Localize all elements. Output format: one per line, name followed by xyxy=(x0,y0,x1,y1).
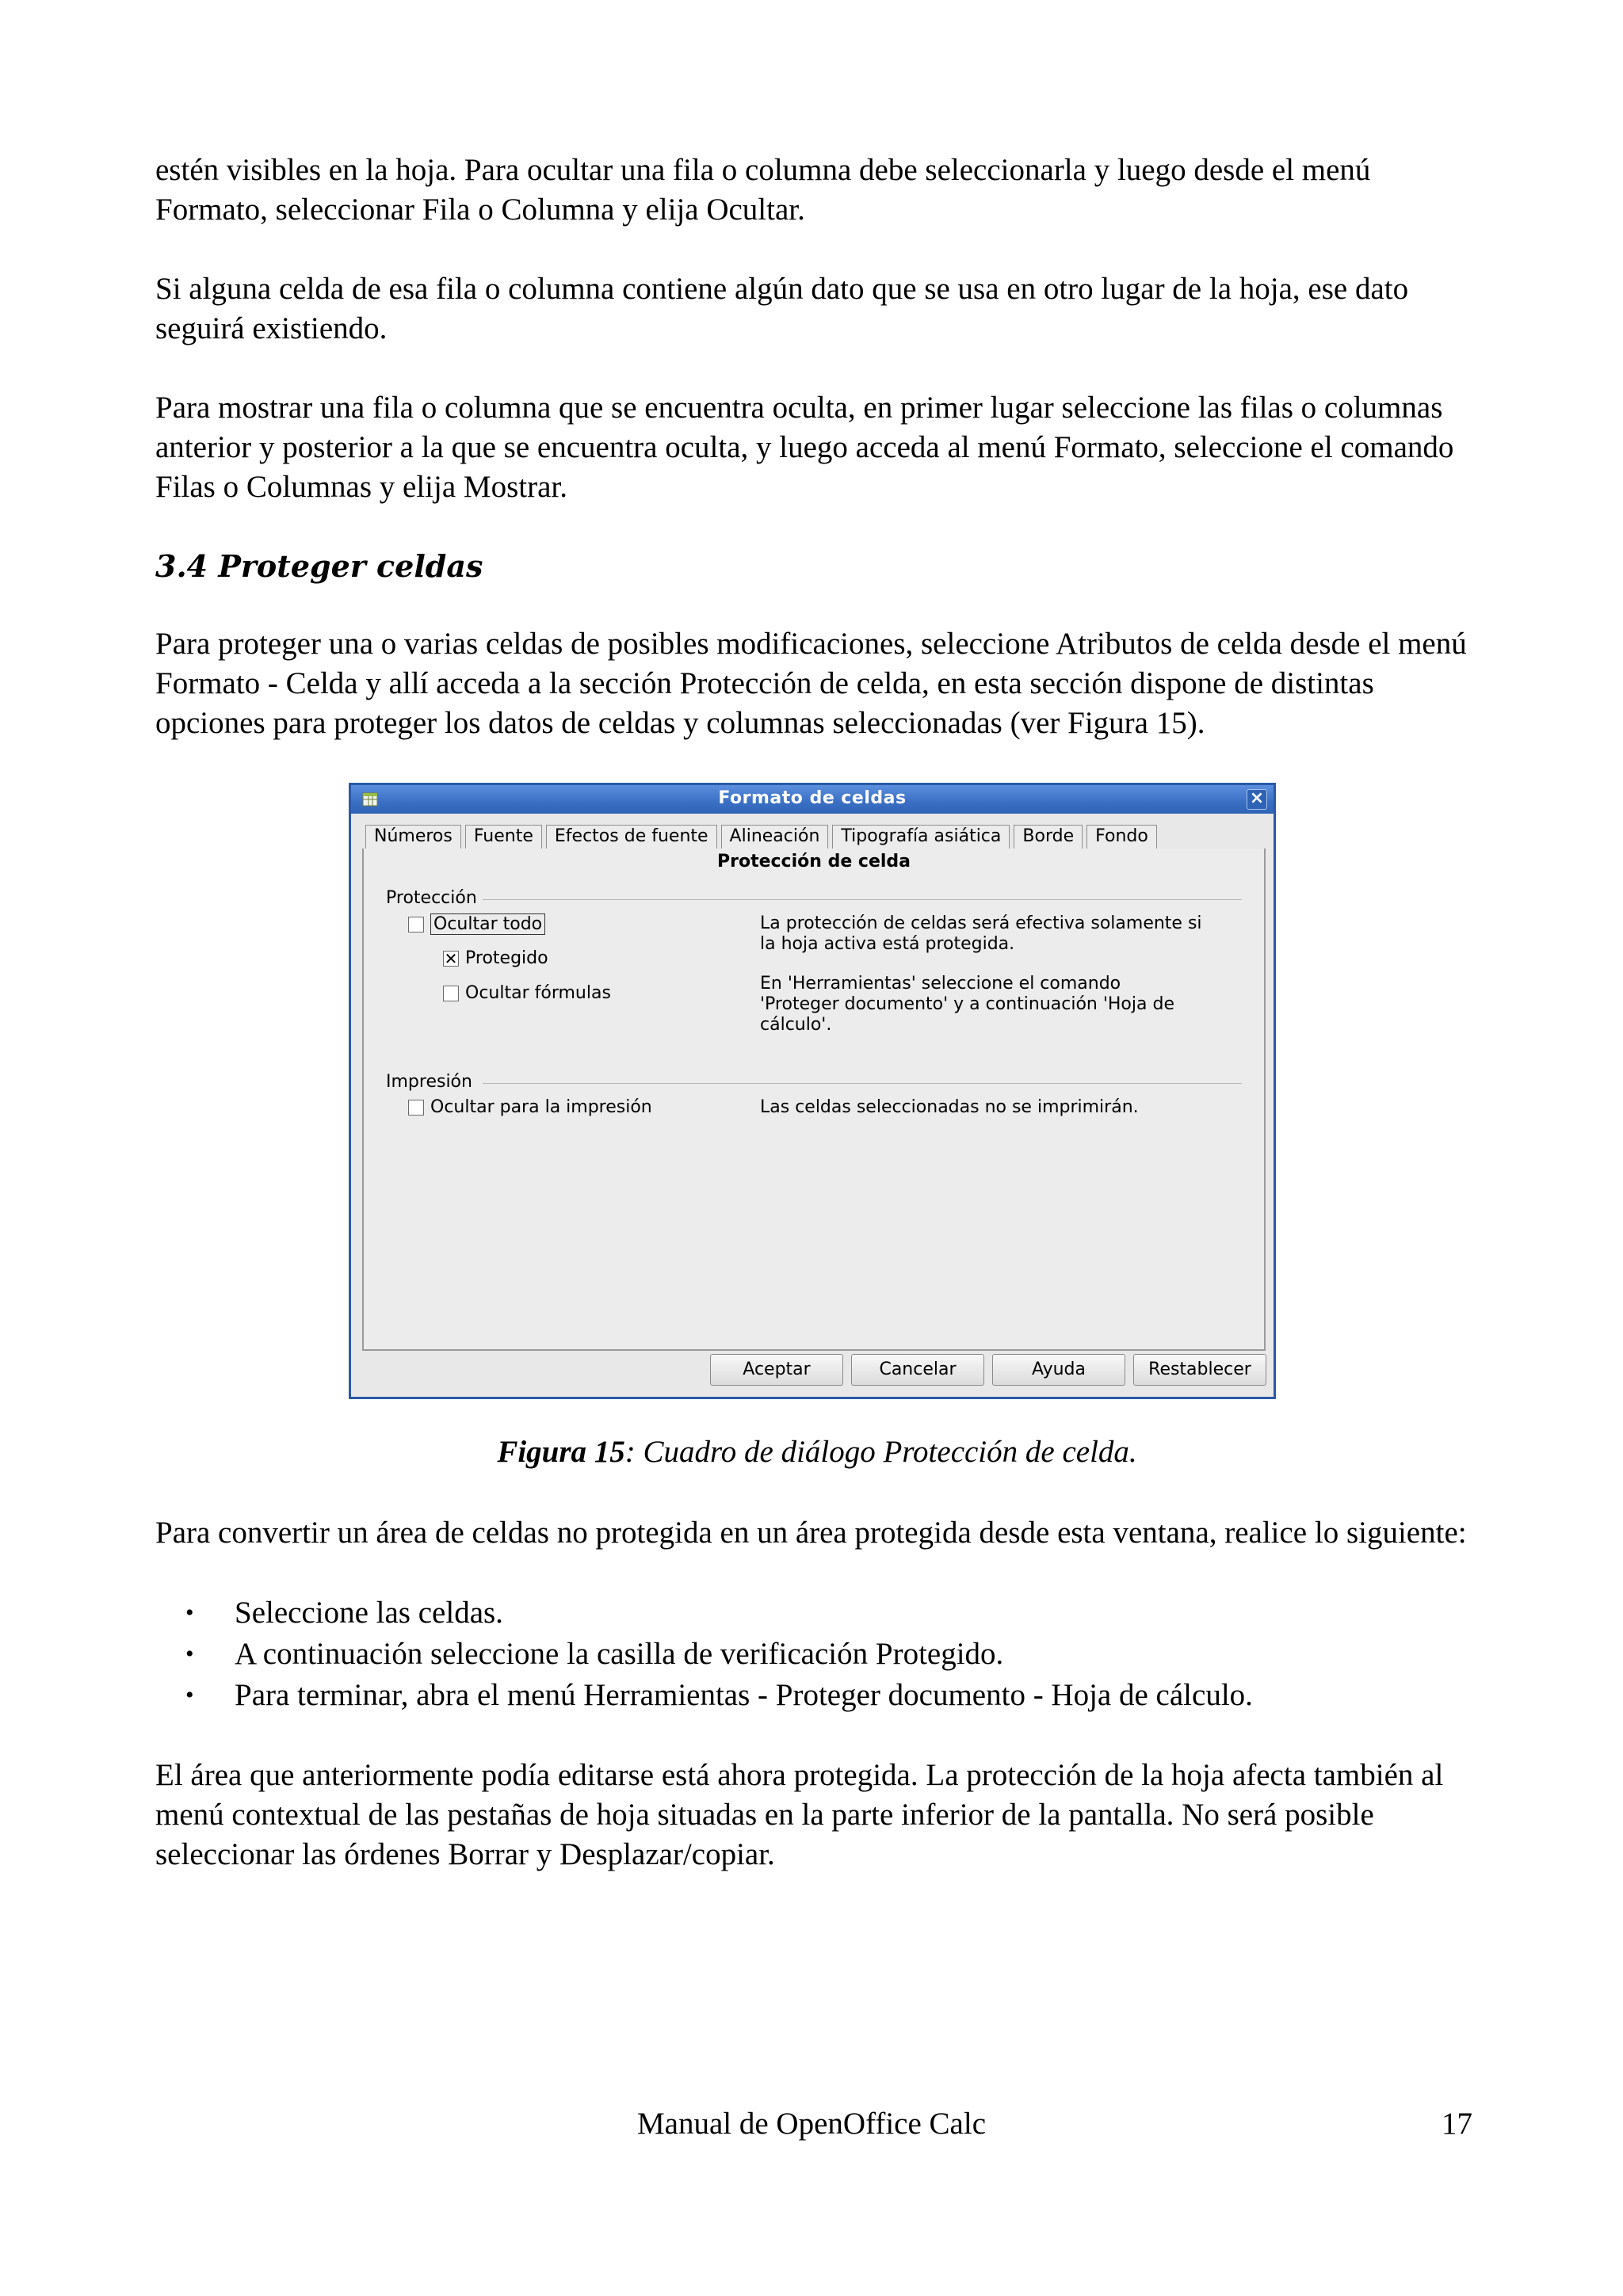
panel-heading: Protección de celda xyxy=(716,852,911,871)
cancel-button[interactable]: Cancelar xyxy=(851,1354,984,1386)
footer-title: Manual de OpenOffice Calc xyxy=(636,2107,987,2141)
list-item xyxy=(155,1592,1479,1634)
section-title: 3.4 Proteger celdas xyxy=(155,548,483,584)
reset-button[interactable]: Restablecer xyxy=(1133,1354,1266,1386)
list-item-text: Seleccione las celdas. xyxy=(235,1596,503,1630)
list-item-text: A continuación seleccione la casilla de verificación Protegido. xyxy=(235,1637,1004,1671)
bullet-symbol: • xyxy=(185,1682,194,1708)
ok-button[interactable]: Aceptar xyxy=(710,1354,843,1386)
dialog-titlebar xyxy=(351,785,1274,814)
caption-label: Figura 15 xyxy=(497,1435,625,1469)
paragraph: Para mostrar una fila o columna que se encuentra oculta, en primer lugar seleccione las filas o columnas anterior y posterior a la que se encuentra oculta, y luego acceda al menú Formato, seleccione el comando Filas o Columnas y elija Mostrar. xyxy=(155,391,1454,504)
hide-all-checkbox[interactable] xyxy=(408,917,424,933)
paragraph: El área que anteriormente podía editarse está ahora protegida. La protección de la hoja afecta también al menú contextual de las pestañas de hoja situadas en la parte inferior de la pantalla. No será posible seleccionar las órdenes Borrar y Desplazar/copiar. xyxy=(155,1758,1444,1871)
tab-efectos-de-fuente[interactable]: Efectos de fuente xyxy=(546,825,717,849)
protected-checkbox[interactable]: ✕ xyxy=(444,948,458,968)
paragraph: Si alguna celda de esa fila o columna contiene algún dato que se usa en otro lugar de la hoja, ese dato seguirá existiendo. xyxy=(155,272,1409,345)
list-item xyxy=(155,1675,1479,1716)
hide-formulas-option[interactable] xyxy=(443,983,611,1003)
tab-fondo[interactable]: Fondo xyxy=(1086,825,1157,849)
protection-panel xyxy=(362,849,1266,1351)
tab-fuente[interactable]: Fuente xyxy=(465,825,542,849)
hide-all-label: Ocultar todo xyxy=(430,913,545,935)
hide-formulas-checkbox[interactable] xyxy=(443,986,459,1001)
paragraph: Para proteger una o varias celdas de posibles modificaciones, seleccione Atributos de celda desde el menú Formato - Celda y allí acceda a la sección Protección de celda, en esta sección dispone de distintas opciones para proteger los datos de celdas y columnas seleccionadas (ver Figura 15). xyxy=(155,627,1467,740)
figure-caption xyxy=(155,1432,1479,1472)
hide-print-checkbox[interactable] xyxy=(408,1100,424,1116)
protection-info-2: En 'Herramientas' seleccione el comando 'Proteger documento' y a continuación 'Hoja de cálculo'. xyxy=(760,974,1174,1035)
list-item-text: Para terminar, abra el menú Herramientas - Proteger documento - Hoja de cálculo. xyxy=(235,1678,1253,1712)
close-icon[interactable]: × xyxy=(1247,789,1267,810)
protected-label: Protegido xyxy=(465,948,548,968)
tab-borde[interactable]: Borde xyxy=(1014,825,1083,849)
protected-option[interactable] xyxy=(443,948,548,968)
caption-text: : Cuadro de diálogo Protección de celda. xyxy=(624,1435,1137,1469)
tab-numeros[interactable]: Números xyxy=(365,825,461,849)
page-number: 17 xyxy=(1442,2107,1472,2141)
bullet-symbol: • xyxy=(185,1600,194,1626)
list-item xyxy=(155,1634,1479,1675)
dialog-title: Formato de celdas xyxy=(718,788,907,808)
tab-alineacion[interactable]: Alineación xyxy=(721,825,829,849)
bullet-symbol: • xyxy=(185,1641,194,1667)
help-button[interactable]: Ayuda xyxy=(992,1354,1125,1386)
format-cells-dialog xyxy=(349,783,1276,1399)
hide-formulas-label: Ocultar fórmulas xyxy=(465,983,611,1003)
hide-all-option[interactable] xyxy=(408,913,545,935)
hide-print-option[interactable] xyxy=(408,1097,652,1117)
paragraph: Para convertir un área de celdas no protegida en un área protegida desde esta ventana, realice lo siguiente: xyxy=(155,1516,1467,1550)
group-divider xyxy=(483,899,1242,900)
protection-group-label: Protección xyxy=(386,888,477,908)
protection-info-1: La protección de celdas será efectiva solamente si la hoja activa está protegida. xyxy=(760,913,1202,954)
print-group-label: Impresión xyxy=(386,1072,472,1092)
print-info: Las celdas seleccionadas no se imprimirán. xyxy=(760,1097,1139,1117)
tab-tipografia-asiatica[interactable]: Tipografía asiática xyxy=(832,825,1010,849)
paragraph: estén visibles en la hoja. Para ocultar una fila o columna debe seleccionarla y luego desde el menú Formato, seleccionar Fila o Columna y elija Ocultar. xyxy=(155,153,1371,227)
group-divider xyxy=(483,1083,1242,1084)
page-content xyxy=(155,151,1479,1914)
dialog-tabs xyxy=(365,825,1161,849)
figure xyxy=(155,783,1479,1401)
steps-list xyxy=(155,1592,1479,1716)
hide-print-label: Ocultar para la impresión xyxy=(430,1097,652,1117)
